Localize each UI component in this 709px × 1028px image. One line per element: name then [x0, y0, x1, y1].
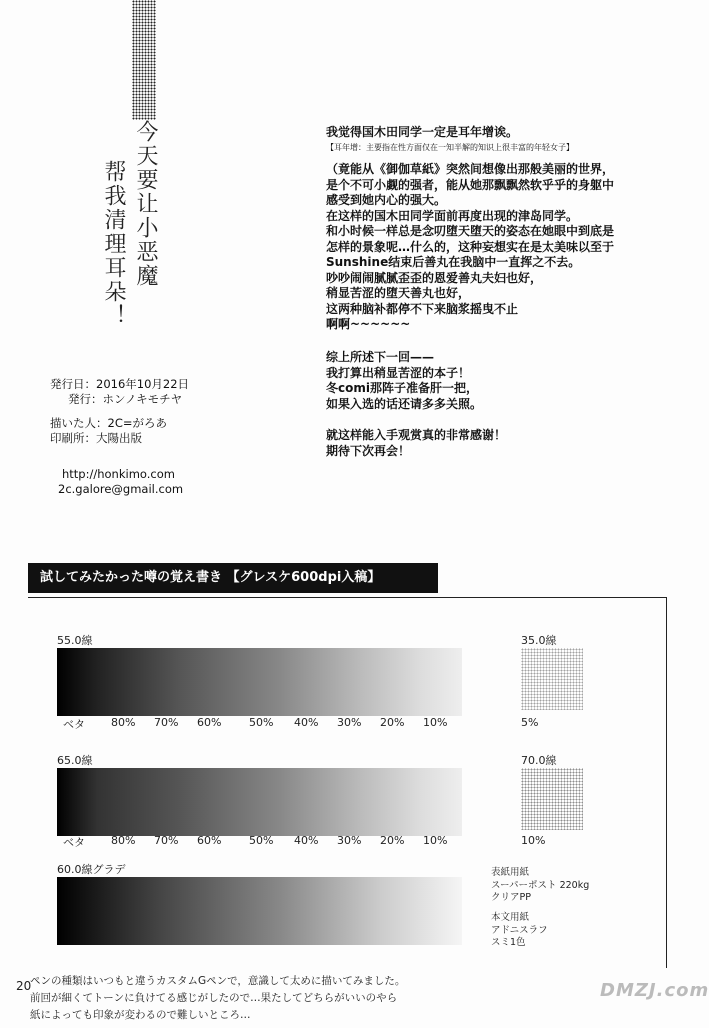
test-section-header: 試してみたかった噂の覚え書き 【グレスケ600dpi入稿】 — [28, 563, 438, 593]
title-column-2: 帮我清理耳朵！ — [101, 160, 126, 328]
colophon-publisher: 発行：ホンノキモチヤ — [68, 392, 183, 406]
row1-tick: 80% — [111, 716, 136, 729]
colophon-date: 発行日：2016年10月22日 — [50, 377, 190, 391]
row2-tick: 70% — [154, 834, 179, 847]
row1-tick: 70% — [154, 716, 179, 729]
row1-gradient-bar — [57, 648, 462, 716]
row1-tick: 50% — [249, 716, 274, 729]
row1-tick: 20% — [380, 716, 405, 729]
row1-tick: 10% — [423, 716, 448, 729]
row2-side-swatch — [521, 768, 583, 830]
row1-ticks — [57, 716, 462, 732]
row3-gradient-bar — [57, 877, 462, 945]
row1-side-label: 35.0線 — [521, 634, 557, 647]
watermark-logo: DMZJ.com — [600, 980, 709, 1001]
row1-tick: 30% — [337, 716, 362, 729]
afterword-body: （竟能从《御伽草紙》突然间想像出那般美丽的世界， 是个不可小觑的强者，能从她那飘飘然软乎乎的身躯中 感受到她内心的强大。 在这样的国木田同学面前再度出现的津岛同学。 和小时候一样总是念叨堕天堕天的姿态在她眼中到底是 怎样的景象呢…什么的，这种妄想实在是太美味以至于 Sunshine结束后善丸在我脑中一直挥之不去。 吵吵闹闹腻腻歪歪的恩爱善丸夫妇也好， 稍显苦涩的堕天善丸也好， 这两种脑补都停不下来脑浆摇曳不止 啊啊~~~~~~ — [326, 162, 615, 331]
row2-label: 65.0線 — [57, 754, 93, 767]
row2-ticks — [57, 834, 462, 850]
row2-tick: 60% — [197, 834, 222, 847]
row1-side-pct: 5% — [521, 716, 539, 729]
row1-side-swatch — [521, 648, 583, 710]
afterword-line1: 我觉得国木田同学一定是耳年增诶。 — [326, 125, 519, 139]
colophon-artist: 描いた人：2C=がろあ — [50, 416, 167, 430]
row2-tick: 10% — [423, 834, 448, 847]
body-paper-note: 本文用紙 アドニスラフ スミ1色 — [491, 912, 548, 948]
row2-tick: 50% — [249, 834, 274, 847]
afterword-body2: 综上所述下一回—— 我打算出稍显苦涩的本子！ 冬comi那阵子准备肝一把， 如果入选的话还请多多关照。 — [326, 350, 483, 411]
colophon-url: http://honkimo.com — [62, 467, 175, 481]
title-column-1: 今天要让小恶魔 — [133, 120, 158, 288]
row1-tick: ベタ — [63, 718, 85, 731]
title-block — [0, 0, 200, 360]
page-number: 20 — [16, 979, 32, 993]
row2-tick: 20% — [380, 834, 405, 847]
row2-side-label: 70.0線 — [521, 754, 557, 767]
row2-tick: 30% — [337, 834, 362, 847]
afterword-body3: 就这样能入手观赏真的非常感谢！ 期待下次再会！ — [326, 428, 507, 458]
row2-tick: ベタ — [63, 836, 85, 849]
row2-gradient-bar — [57, 768, 462, 836]
row1-tick: 40% — [294, 716, 319, 729]
footer-note: ペンの種類はいつもと違うカスタムGペンで，意識して太めに描いてみました。 前回が細くてトーンに負けてる感じがしたので…果たしてどちらがいいのやら 紙によっても印象が変わるので難しいところ… — [30, 975, 406, 1021]
colophon-email: 2c.galore@gmail.com — [58, 482, 184, 496]
row2-tick: 80% — [111, 834, 136, 847]
row1-tick: 60% — [197, 716, 222, 729]
row2-side-pct: 10% — [521, 834, 546, 847]
title-screentone — [132, 0, 156, 120]
row2-tick: 40% — [294, 834, 319, 847]
row3-label: 60.0線グラデ — [57, 863, 126, 876]
cover-paper-note: 表紙用紙 スーパーポスト 220kg クリアPP — [491, 867, 590, 903]
colophon-printer: 印刷所：大陽出版 — [50, 431, 142, 445]
afterword-note: 【耳年增：主要指在性方面仅在一知半解的知识上很丰富的年轻女子】 — [326, 143, 574, 152]
row1-label: 55.0線 — [57, 634, 93, 647]
